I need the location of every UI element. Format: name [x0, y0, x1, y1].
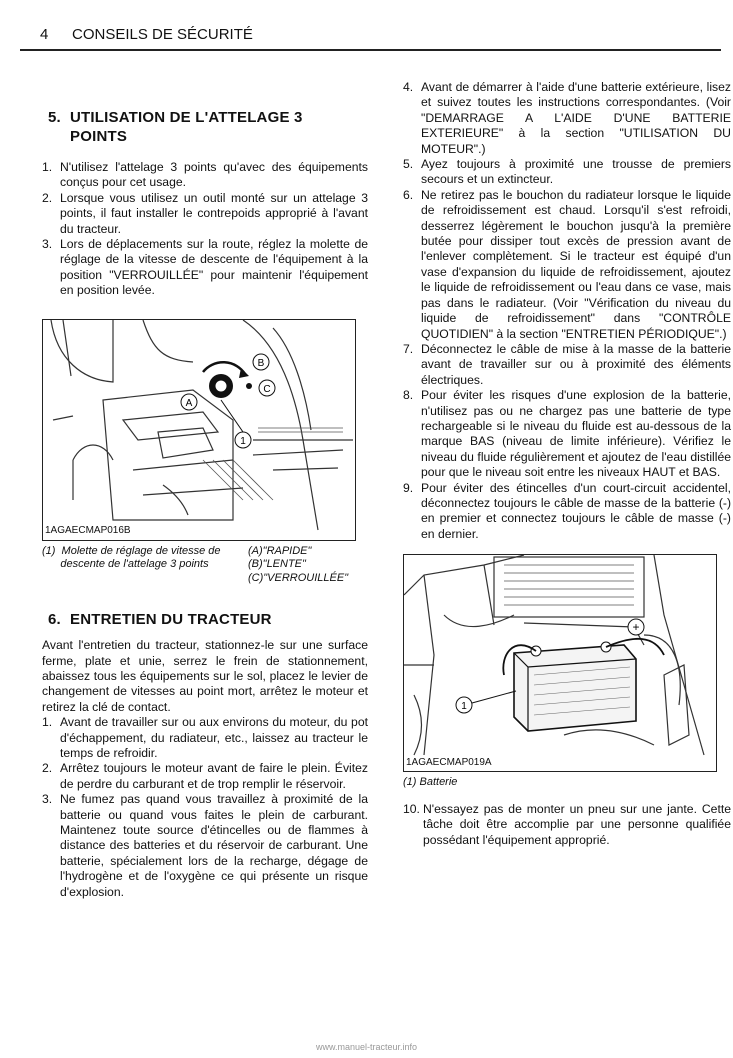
list-item: 3. Ne fumez pas quand vous travaillez à proximité de la batterie ou quand vous faites le plein de carburant. Maintenez toute source d'étincelles ou de flammes à distance des batteries et du réservoir de carburant. Une batterie, spécialement lors de la recharge, dégage de l'hydrogène et de l'oxygène ce qui présente un risque d'explosion.	[42, 792, 368, 899]
callout-1: 1	[240, 435, 246, 447]
hitch-knob-illustration	[43, 320, 355, 540]
hitch-control-figure	[42, 319, 356, 541]
header-rule	[20, 49, 721, 51]
list-item: 5. Ayez toujours à proximité une trousse de premiers secours et un extincteur.	[403, 157, 731, 187]
page-header-title: CONSEILS DE SÉCURITÉ	[72, 26, 253, 43]
callout-a: A	[185, 397, 193, 409]
battery-figure	[403, 554, 717, 772]
figure-tag: 1AGAECMAP016B	[45, 525, 131, 537]
right-column	[403, 80, 731, 848]
footer-watermark: www.manuel-tracteur.info	[315, 1042, 418, 1052]
figure-tag: 1AGAECMAP019A	[406, 756, 492, 768]
list-item: 4. Avant de démarrer à l'aide d'une batterie extérieure, lisez et suivez toutes les instructions correspondantes. (Voir "DEMARRAGE A L'AIDE D'UNE BATTERIE EXTERIEURE" à la section "UTILISATION DU MOTEUR".)	[403, 80, 731, 156]
caption-right: (A)"RAPIDE" (B)"LENTE" (C)"VERROUILLÉE"	[248, 544, 349, 584]
list-item: 3. Lors de déplacements sur la route, réglez la molette de réglage de la vitesse de descente de l'équipement à la position "VERROUILLÉE" pour maintenir l'équipement en position levée.	[42, 237, 368, 298]
hitch-figure-caption	[42, 545, 368, 586]
list-item: 1. N'utilisez l'attelage 3 points qu'avec des équipements conçus pour cet usage.	[42, 160, 368, 190]
callout-b: B	[257, 357, 265, 369]
plus-terminal-sign: +	[632, 620, 640, 635]
section-6-list	[42, 715, 368, 900]
battery-illustration	[404, 555, 716, 771]
list-item: 7. Déconnectez le câble de mise à la masse de la batterie avant de travailler sur ou à proximité des éléments électriques.	[403, 341, 731, 387]
section-6-intro: Avant l'entretien du tracteur, stationnez-le sur une surface ferme, plate et unie, serrez le frein de stationnement, abaissez tous les équipements sur le sol, placez le levier de changement de vitesses au point mort, arrêtez le moteur et retirez la clé de contact.	[42, 638, 368, 714]
battery-callout-1: 1	[461, 701, 467, 713]
list-item: 6. Ne retirez pas le bouchon du radiateur lorsque le liquide de refroidissement est chaud. Lorsqu'il s'est refroidi, desserrez légèrement le bouchon jusqu'à la première butée pour dissiper tout excès de pression avant de l'enlever complètement. Si le tracteur est équipé d'un vase d'expansion du liquide de refroidissement, ajoutez le liquide de refroidissement ou l'eau dans ce vase, mais pas dans le radiateur. (Voir "Vérification du niveau du liquide de refroidissement" dans "CONTRÔLE QUOTIDIEN" à la section "ENTRETIEN PÉRIODIQUE".)	[403, 187, 731, 341]
caption-left: (1) Molette de réglage de vitesse de descente de l'attelage 3 points	[42, 544, 221, 571]
right-list-continued	[403, 802, 731, 848]
list-item: 8. Pour éviter les risques d'une explosion de la batterie, n'utilisez pas ou ne chargez pas une batterie de type rechargeable si le niveau du fluide est au-dessous de la marque BAS (niveau de limite inférieure). Vérifiez le niveau du fluide régulièrement et ajoutez de l'eau distillée pour que le niveau soit entre les niveaux HAUT et BAS.	[403, 388, 731, 480]
right-list	[403, 80, 731, 542]
list-item: 2. Arrêtez toujours le moteur avant de faire le plein. Évitez de perdre du carburant et de trop remplir le réservoir.	[42, 761, 368, 791]
page-number: 4	[40, 26, 49, 43]
section-6-title: 6. ENTRETIEN DU TRACTEUR	[48, 611, 272, 629]
section-5-list	[42, 160, 368, 299]
list-item: 10. N'essayez pas de monter un pneu sur une jante. Cette tâche doit être accomplie par une personne qualifiée possédant l'équipement approprié.	[403, 801, 731, 847]
section-5-title: 5. UTILISATION DE L'ATTELAGE 3 POINTS	[48, 109, 303, 145]
page-header	[40, 26, 253, 43]
list-item: 2. Lorsque vous utilisez un outil monté sur un attelage 3 points, il faut installer le contrepoids approprié à l'avant du tracteur.	[42, 190, 368, 236]
left-column	[42, 108, 368, 900]
battery-caption: (1) Batterie	[403, 776, 458, 789]
list-item: 9. Pour éviter des étincelles d'un court-circuit accidentel, déconnectez toujours le câble de masse de la batterie (-) en premier et connectez toujours le câble de masse (-) en dernier.	[403, 480, 731, 541]
callout-c: C	[263, 383, 271, 395]
list-item: 1. Avant de travailler sur ou aux environs du moteur, du pot d'échappement, du radiateur, etc., laissez au tracteur le temps de refroidir.	[42, 715, 368, 760]
